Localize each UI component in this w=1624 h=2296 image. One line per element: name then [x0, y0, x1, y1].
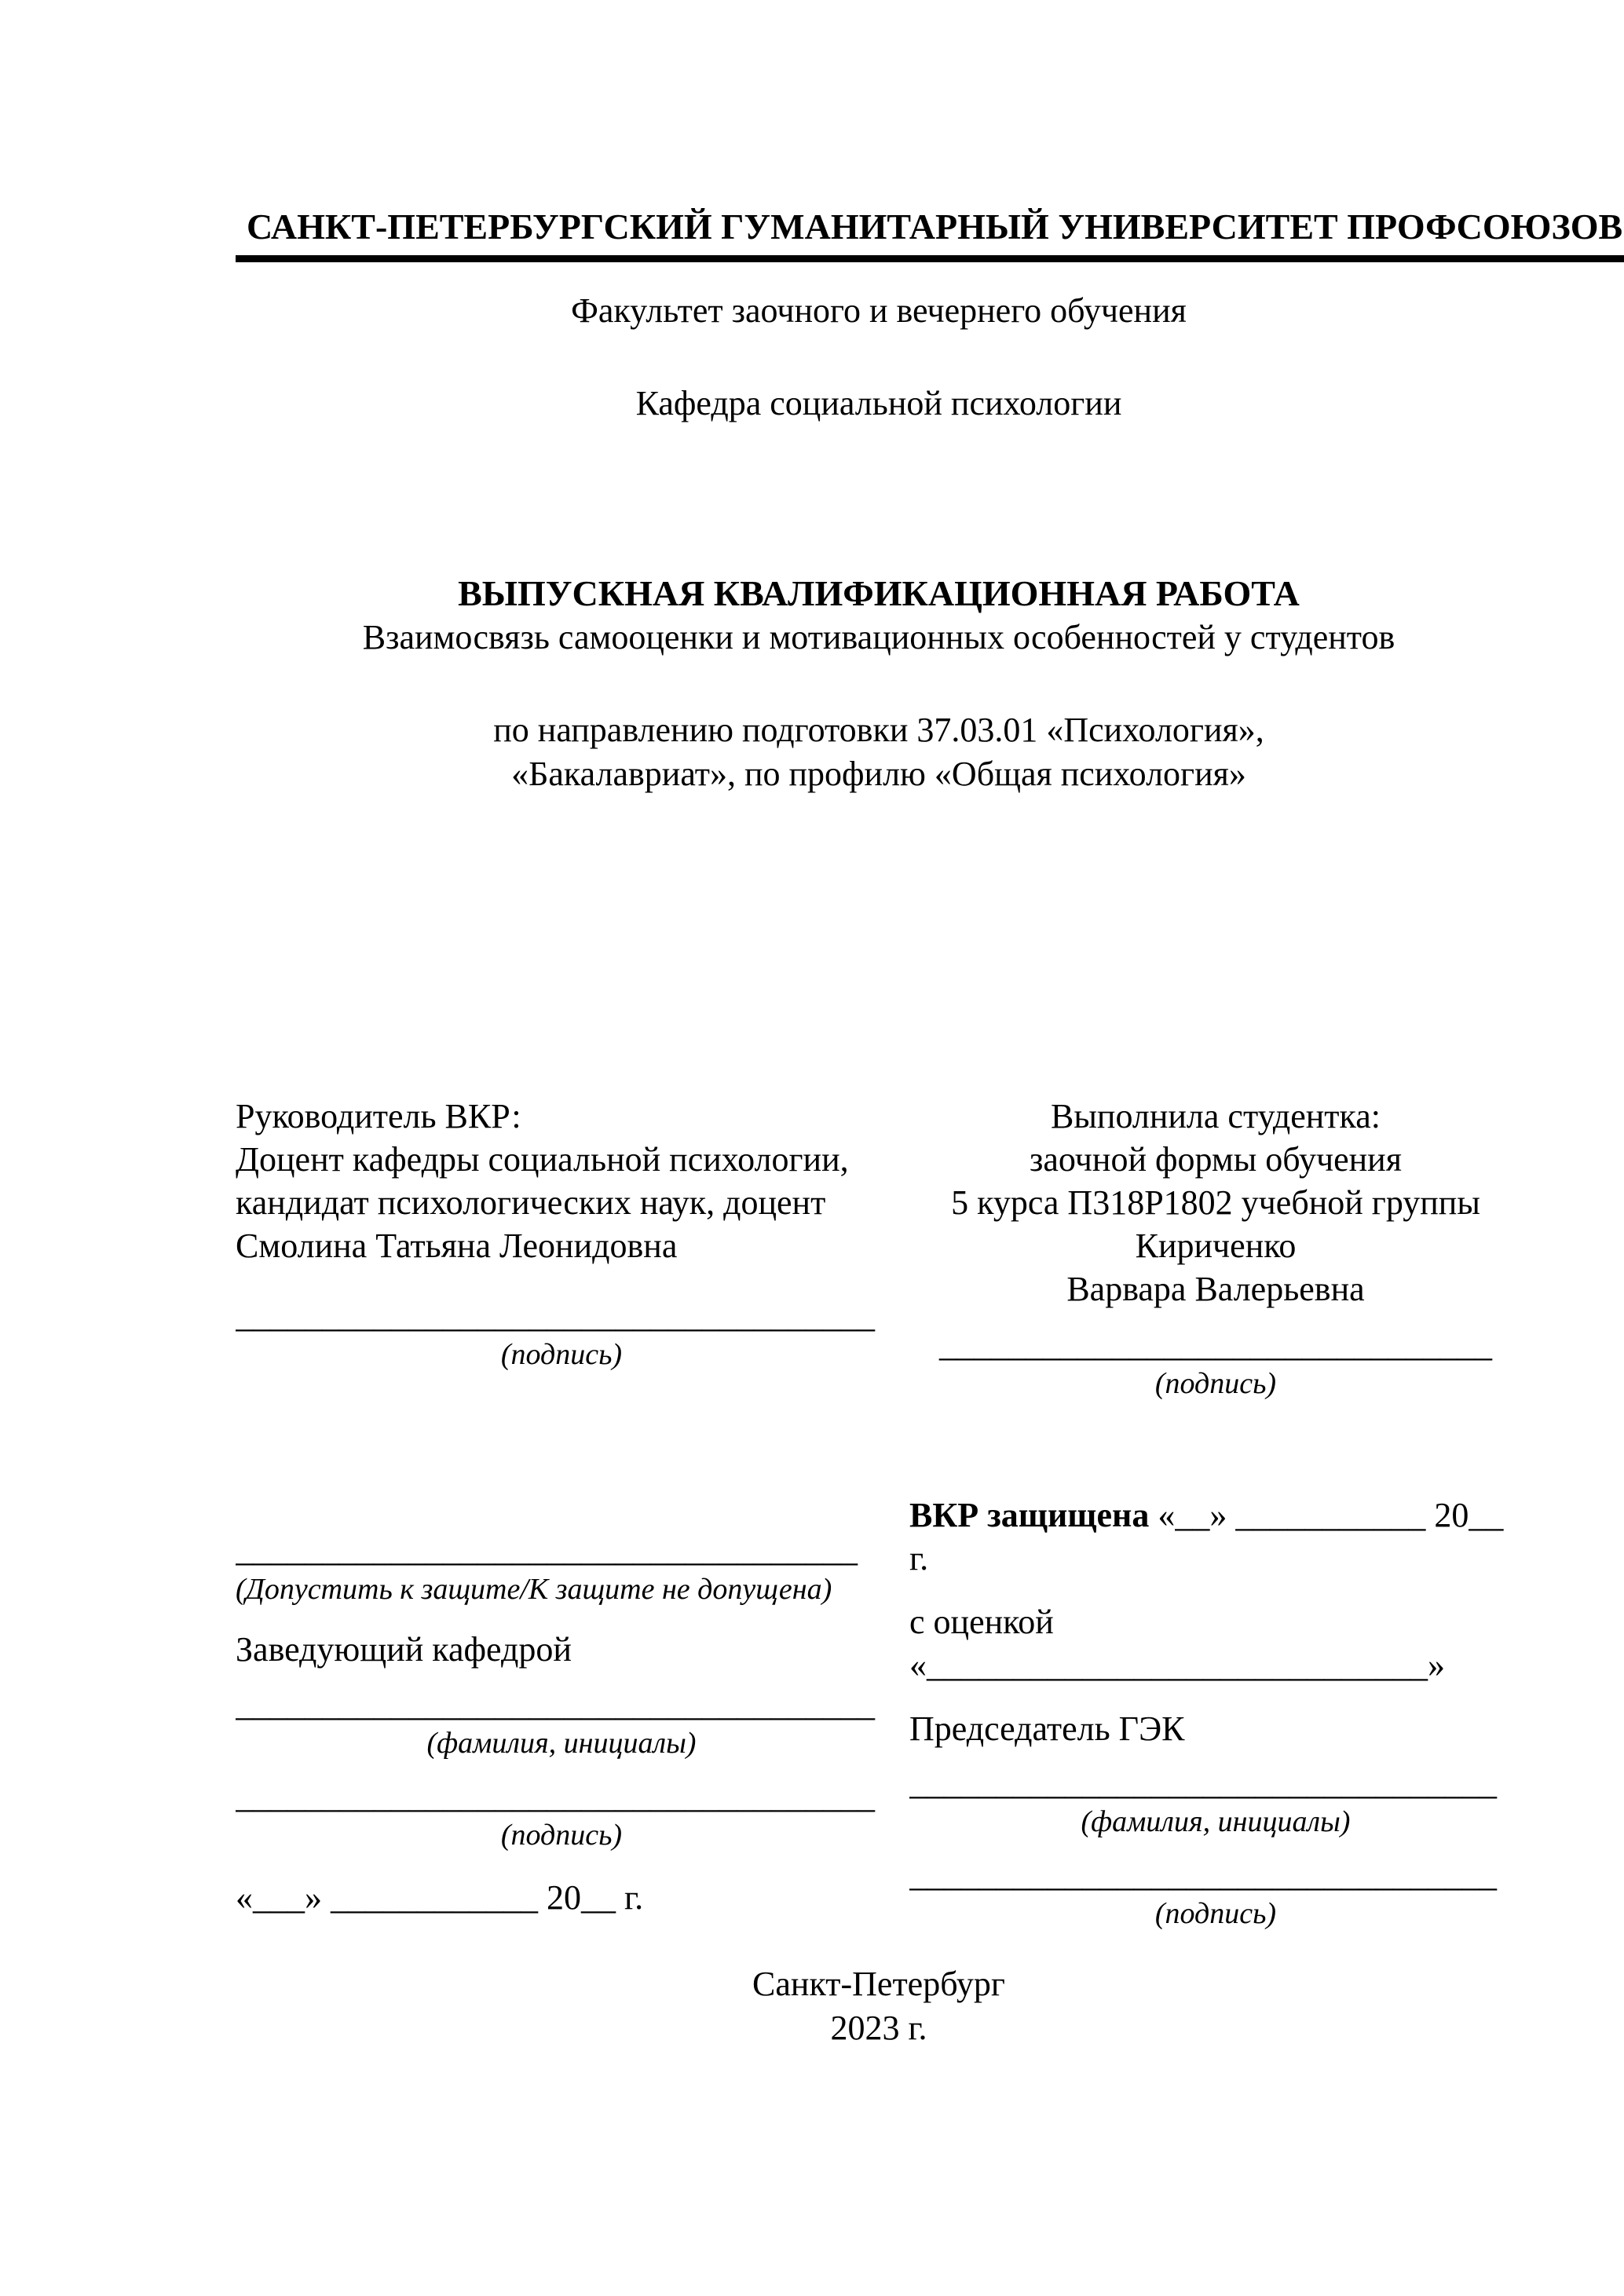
gek-chairman-name-caption: (фамилия, инициалы): [1081, 1805, 1351, 1838]
student-label: Выполнила студентка:: [1051, 1097, 1381, 1135]
program-direction-line: по направлению подготовки 37.03.01 «Психология»,: [493, 711, 1264, 749]
student-group-line: 5 курса П318Р1802 учебной группы: [951, 1183, 1480, 1222]
signatories-upper-row: [236, 1095, 1522, 1401]
thesis-title: Взаимосвязь самооценки и мотивационных особенностей у студентов: [362, 618, 1395, 656]
department-head-name-caption: (фамилия, инициалы): [426, 1727, 697, 1760]
department-head-label: Заведующий кафедрой: [236, 1630, 572, 1669]
work-type-heading: ВЫПУСКНАЯ КВАЛИФИКАЦИОННАЯ РАБОТА: [458, 573, 1300, 613]
supervisor-signature-line: _____________________________________: [236, 1296, 875, 1335]
student-name: Варвара Валерьевна: [1066, 1270, 1365, 1308]
student-surname: Кириченко: [1135, 1227, 1297, 1265]
student-study-form: заочной формы обучения: [1030, 1140, 1402, 1179]
admission-decision-caption: (Допустить к защите/К защите не допущена): [236, 1573, 832, 1606]
supervisor-label: Руководитель ВКР:: [236, 1097, 521, 1135]
defense-block: [909, 1493, 1522, 1931]
supervisor-block: [236, 1095, 887, 1372]
defense-grade-line: с оценкой «_____________________________»: [909, 1603, 1445, 1684]
gek-chairman-signature-line: __________________________________: [909, 1855, 1497, 1894]
gek-chairman-signature-caption: (подпись): [1154, 1897, 1277, 1930]
defense-defended-label: ВКР защищена: [909, 1496, 1150, 1534]
defense-defended-blanks: «__» ___________ 20__ г.: [909, 1496, 1504, 1578]
supervisor-signature-caption: (подпись): [500, 1338, 623, 1371]
student-block: [909, 1095, 1522, 1401]
gek-chairman-name-line: __________________________________: [909, 1764, 1497, 1802]
department-name: Кафедра социальной психологии: [635, 384, 1122, 422]
gek-chairman-label: Председатель ГЭК: [909, 1709, 1185, 1748]
footer-city: Санкт-Петербург: [752, 1965, 1005, 2003]
supervisor-position-line-2: кандидат психологических наук, доцент: [236, 1183, 826, 1222]
defense-defended-line: [909, 1493, 1522, 1580]
program-profile-line: «Бакалавриат», по профилю «Общая психология»: [511, 755, 1246, 793]
student-signature-line: ________________________________: [939, 1325, 1492, 1364]
signatories-lower-row: [236, 1493, 1522, 1931]
admission-date-line: «___» ____________ 20__ г.: [236, 1878, 644, 1917]
department-head-signature-caption: (подпись): [500, 1819, 623, 1852]
admission-decision-line: ____________________________________: [236, 1530, 858, 1569]
department-head-signature-line: _____________________________________: [236, 1777, 875, 1815]
supervisor-name: Смолина Татьяна Леонидовна: [236, 1227, 678, 1265]
footer-block: [236, 1962, 1522, 2050]
university-header: [236, 206, 1623, 262]
university-name: САНКТ-ПЕТЕРБУРГСКИЙ ГУМАНИТАРНЫЙ УНИВЕРСИТЕТ ПРОФСОЮЗОВ: [236, 206, 1624, 262]
department-head-name-line: _____________________________________: [236, 1685, 875, 1724]
supervisor-position-line-1: Доцент кафедры социальной психологии,: [236, 1140, 849, 1179]
student-signature-caption: (подпись): [1154, 1367, 1277, 1400]
faculty-name: Факультет заочного и вечернего обучения: [571, 291, 1187, 330]
admission-block: [236, 1493, 887, 1919]
footer-year: 2023 г.: [830, 2009, 927, 2047]
